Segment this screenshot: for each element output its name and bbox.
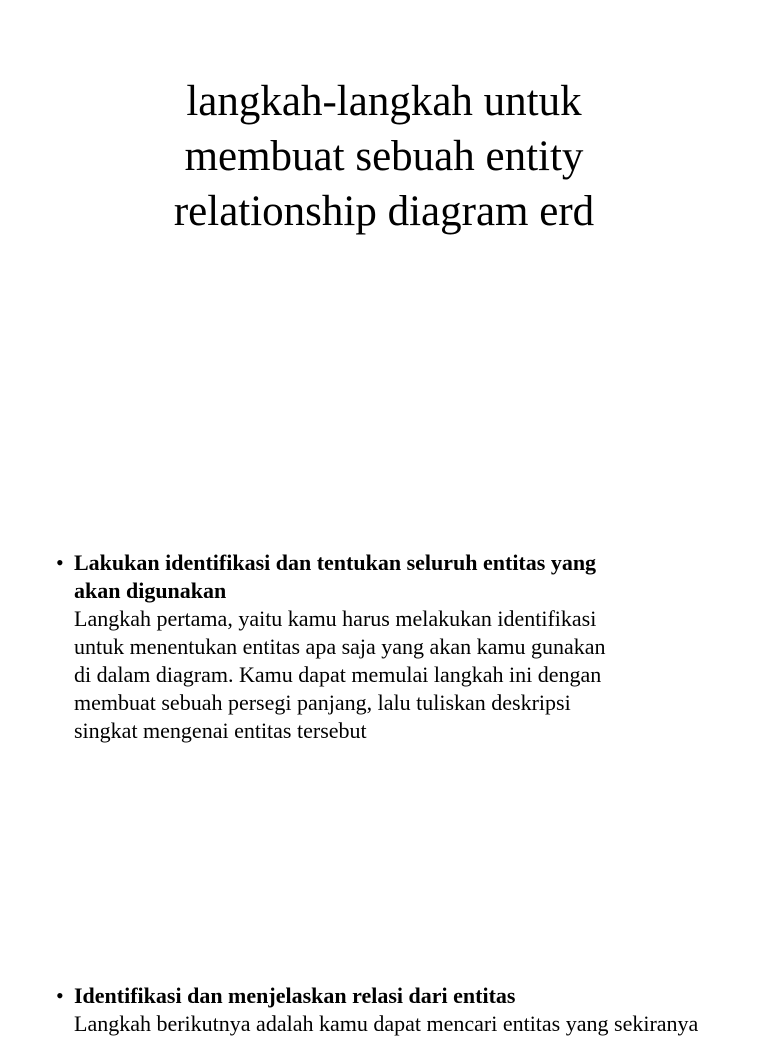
bullet-item: [56, 982, 716, 1038]
bullet-dot-icon: •: [56, 550, 64, 575]
bullet-body-line: Langkah pertama, yaitu kamu harus melakukan identifikasi: [74, 606, 597, 631]
slide-title-line: membuat sebuah entity: [184, 133, 584, 180]
bullet-dot-icon: •: [56, 983, 64, 1008]
bullet-body-line: singkat mengenai entitas tersebut: [74, 718, 367, 743]
bullet-row: [56, 982, 716, 1038]
bullet-heading-line: Lakukan identifikasi dan tentukan seluruh entitas yang: [74, 550, 597, 575]
bullet-body-line: membuat sebuah persegi panjang, lalu tuliskan deskripsi: [74, 690, 571, 715]
slide-title-line: langkah-langkah untuk: [186, 78, 582, 125]
bullet-heading: [74, 982, 716, 1010]
bullet-body: [74, 1010, 716, 1038]
bullet-body: [74, 605, 716, 745]
bullet-item: [56, 549, 716, 745]
bullet-body-line: untuk menentukan entitas apa saja yang akan kamu gunakan: [74, 634, 606, 659]
bullet-heading-line: akan digunakan: [74, 578, 227, 603]
bullet-heading: [74, 549, 716, 605]
slide-title: [80, 74, 688, 239]
bullet-body-line: Langkah berikutnya adalah kamu dapat mencari entitas yang sekiranya: [74, 1011, 699, 1036]
slide-title-line: relationship diagram erd: [173, 188, 595, 235]
bullet-row: [56, 549, 716, 745]
bullet-heading-line: Identifikasi dan menjelaskan relasi dari entitas: [74, 983, 516, 1008]
bullet-body-line: di dalam diagram. Kamu dapat memulai langkah ini dengan: [74, 662, 602, 687]
